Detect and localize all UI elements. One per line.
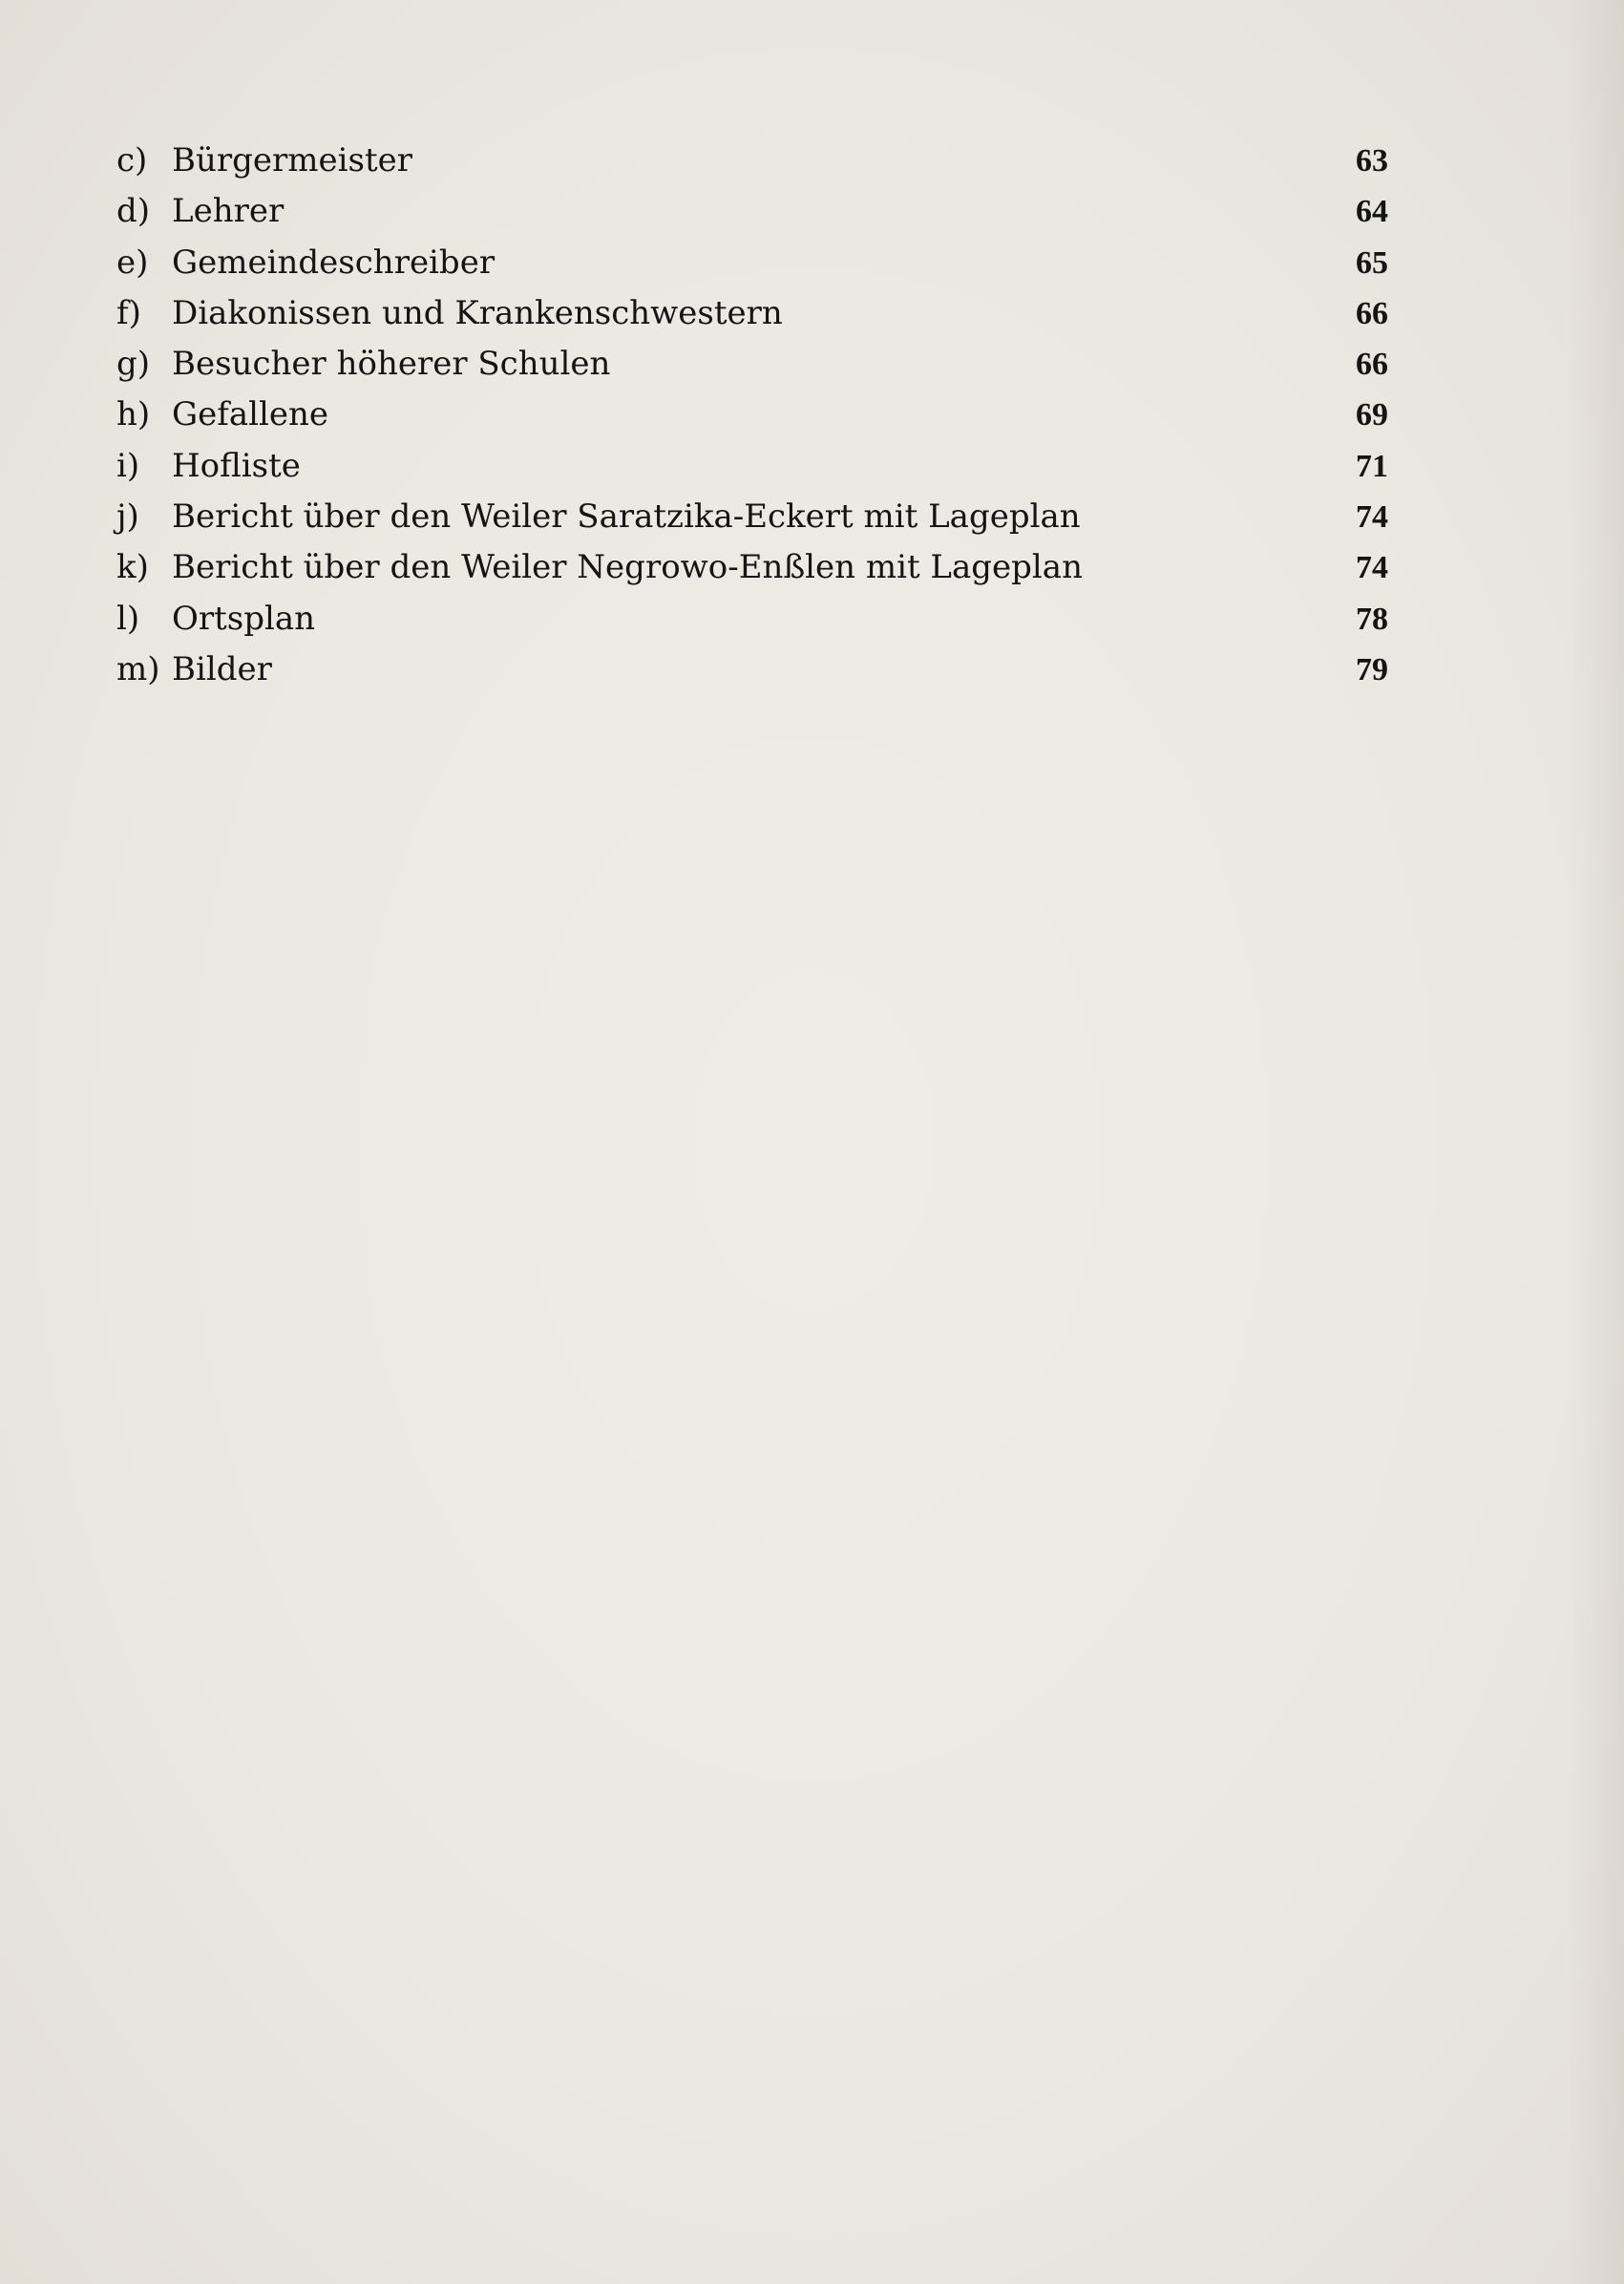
toc-entry-page: 66 (1356, 295, 1388, 331)
toc-entry-title: Bilder (172, 649, 272, 688)
toc-entry (116, 645, 1388, 695)
toc-entry-page: 63 (1356, 143, 1388, 179)
toc-entry (116, 441, 1388, 492)
toc-entry-page: 65 (1356, 244, 1388, 281)
table-of-contents (116, 136, 1388, 695)
toc-entry-page: 66 (1356, 347, 1388, 383)
toc-entry-letter: m) (116, 649, 160, 688)
toc-entry-letter: h) (116, 395, 151, 434)
toc-entry (116, 542, 1388, 593)
toc-entry (116, 339, 1388, 390)
toc-entry-title: Bürgermeister (172, 141, 412, 180)
toc-entry-page: 71 (1356, 448, 1388, 484)
toc-entry-page: 64 (1356, 194, 1388, 230)
toc-entry-title: Diakonissen und Krankenschwestern (172, 293, 783, 332)
toc-entry (116, 186, 1388, 237)
toc-entry-page: 74 (1356, 499, 1388, 536)
toc-entry-letter: c) (116, 141, 148, 180)
toc-entry-letter: f) (116, 293, 141, 332)
toc-entry-title: Bericht über den Weiler Saratzika-Eckert mit Lageplan (172, 497, 1081, 537)
page-edge-shadow (1567, 0, 1624, 2284)
toc-entry-title: Gefallene (172, 395, 329, 434)
toc-entry-title: Bericht über den Weiler Negrowo-Enßlen mit Lageplan (172, 548, 1083, 587)
toc-entry (116, 390, 1388, 440)
toc-entry-title: Ortsplan (172, 599, 316, 638)
toc-entry-letter: g) (116, 345, 151, 384)
toc-entry-letter: l) (116, 599, 140, 638)
toc-entry-page: 78 (1356, 601, 1388, 637)
toc-entry-title: Gemeindeschreiber (172, 243, 496, 282)
toc-entry (116, 288, 1388, 339)
toc-entry-letter: d) (116, 192, 151, 231)
toc-entry (116, 492, 1388, 542)
toc-entry (116, 136, 1388, 186)
toc-entry-title: Hofliste (172, 446, 301, 485)
toc-entry-page: 74 (1356, 550, 1388, 586)
toc-entry-letter: e) (116, 243, 149, 282)
toc-entry-letter: j) (116, 497, 139, 537)
toc-entry (116, 594, 1388, 645)
toc-entry-page: 69 (1356, 397, 1388, 434)
toc-entry-page: 79 (1356, 651, 1388, 687)
toc-entry-letter: i) (116, 446, 140, 485)
toc-entry-letter: k) (116, 548, 149, 587)
toc-entry-title: Lehrer (172, 192, 285, 231)
toc-entry (116, 238, 1388, 288)
toc-entry-title: Besucher höherer Schulen (172, 345, 611, 384)
